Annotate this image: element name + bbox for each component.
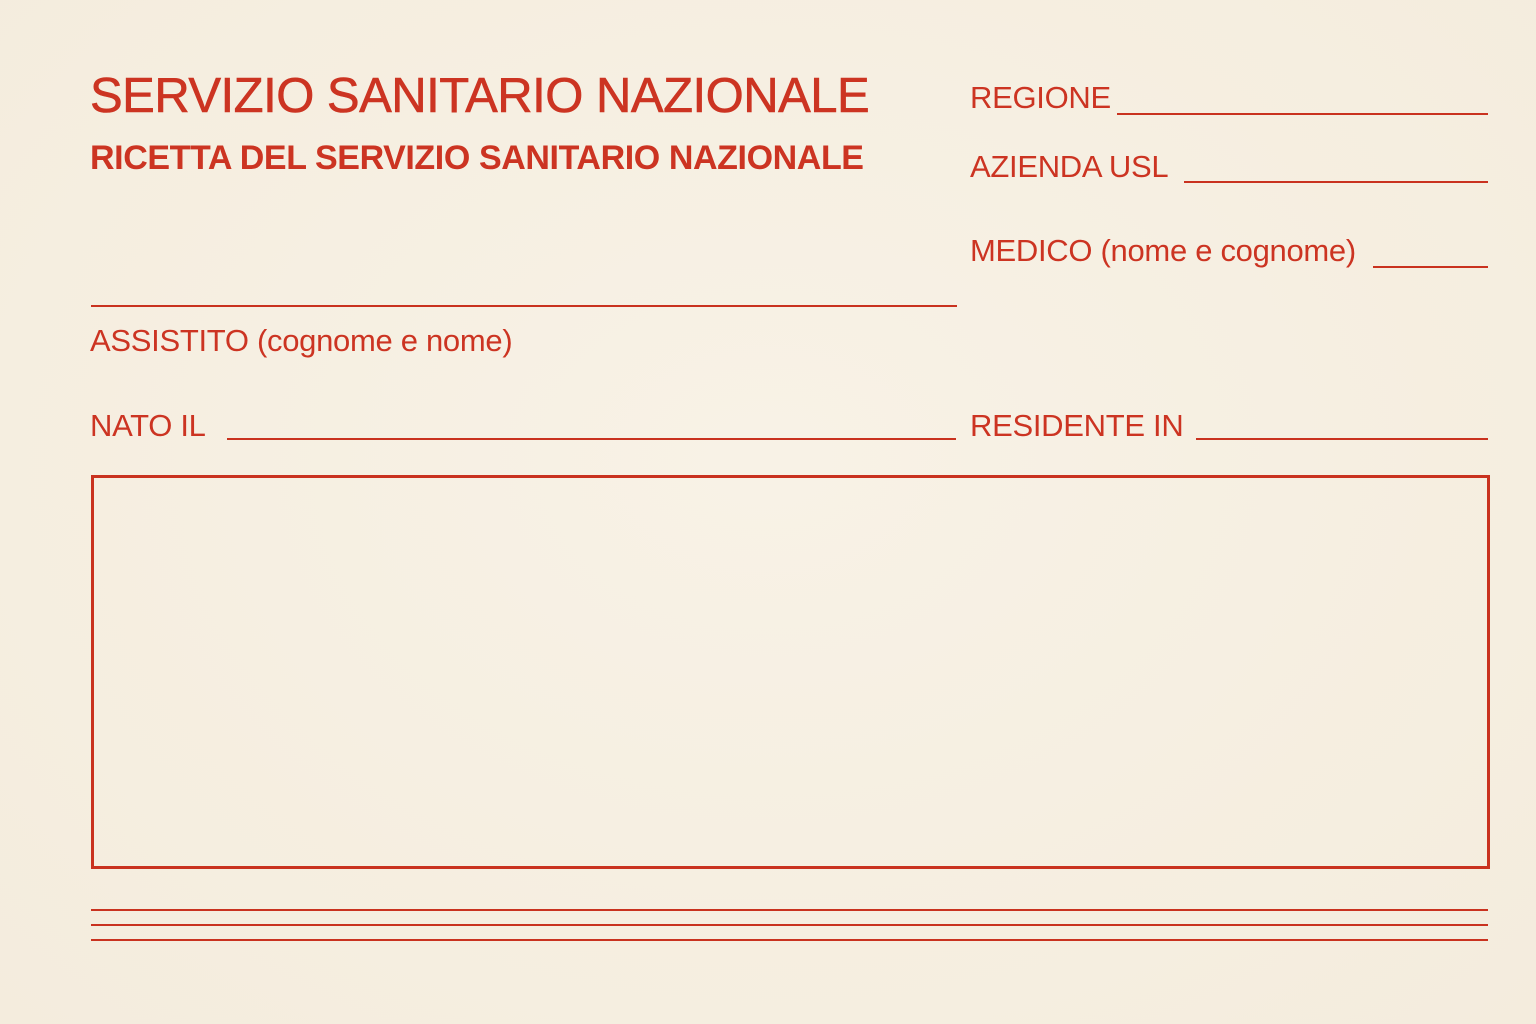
assistito-label: ASSISTITO (cognome e nome) — [90, 323, 513, 358]
azienda-usl-label: AZIENDA USL — [970, 149, 1169, 184]
nato-il-field-line[interactable] — [227, 438, 956, 440]
regione-label: REGIONE — [970, 80, 1111, 115]
medico-field-line[interactable] — [1373, 266, 1488, 268]
bottom-line-1 — [91, 909, 1488, 911]
regione-field-line[interactable] — [1117, 113, 1488, 115]
medico-label: MEDICO (nome e cognome) — [970, 233, 1356, 268]
residente-in-label: RESIDENTE IN — [970, 408, 1184, 443]
bottom-line-2 — [91, 924, 1488, 926]
form-title: SERVIZIO SANITARIO NAZIONALE — [90, 69, 870, 123]
azienda-usl-field-line[interactable] — [1184, 181, 1488, 183]
residente-in-field-line[interactable] — [1196, 438, 1488, 440]
bottom-line-3 — [91, 939, 1488, 941]
nato-il-label: NATO IL — [90, 408, 206, 443]
form-subtitle: RICETTA DEL SERVIZIO SANITARIO NAZIONALE — [90, 139, 864, 177]
prescription-box[interactable] — [91, 475, 1490, 869]
assistito-field-line[interactable] — [91, 305, 957, 307]
